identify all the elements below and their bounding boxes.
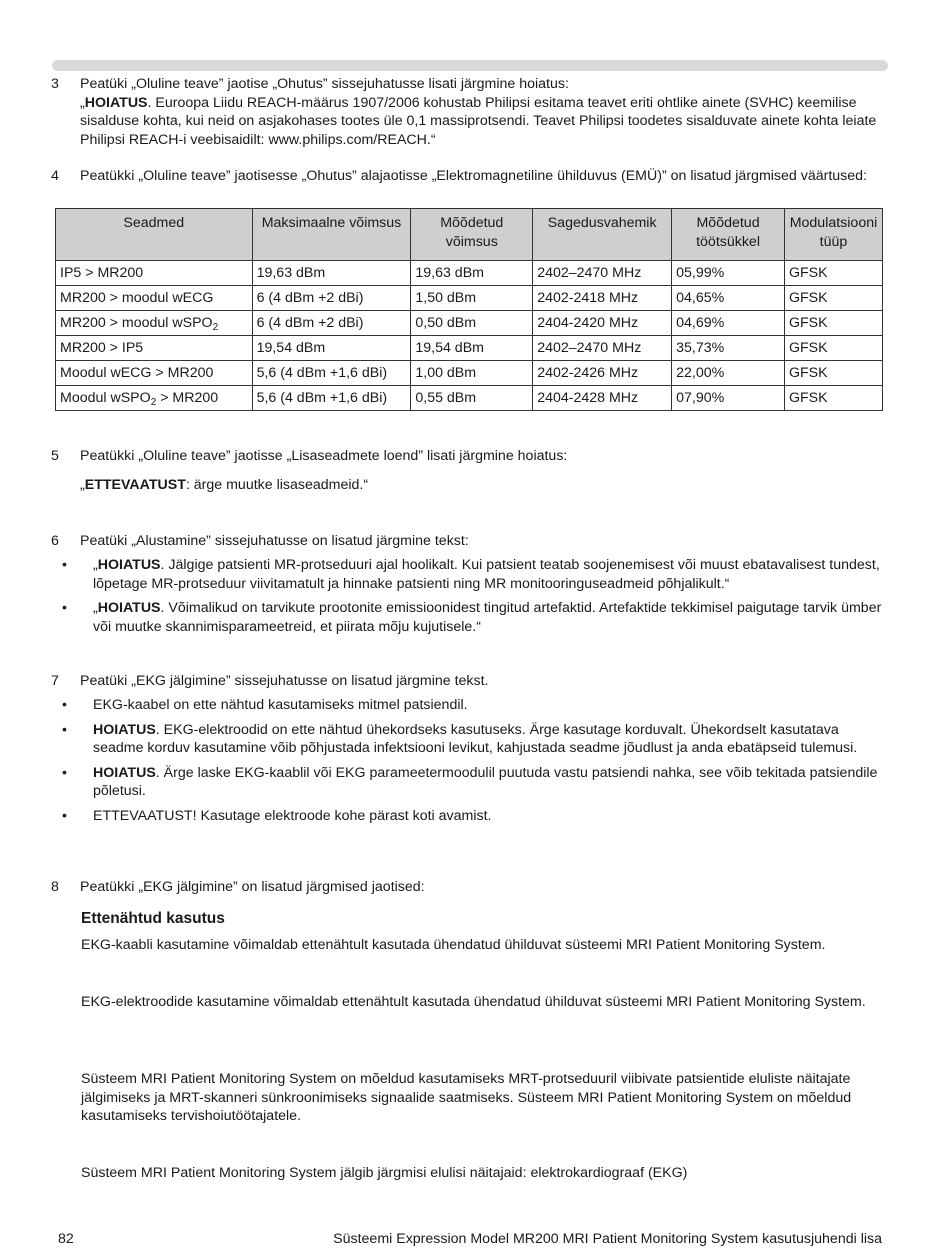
section-4 — [51, 167, 891, 186]
list-item-text: ETTEVAATUST! Kasutage elektroode kohe pärast koti avamist. — [93, 807, 492, 824]
quote-mark: „ — [93, 557, 98, 573]
warning-label: HOIATUS — [84, 94, 148, 111]
section-5-text: Peatükki „Oluline teave” jaotisse „Lisaseadmete loend” lisati järgmine hoiatus: — [80, 448, 568, 464]
table-cell: 2402-2418 MHz — [533, 286, 672, 311]
emc-table — [55, 208, 883, 411]
section-number: 5 — [51, 448, 59, 464]
table-cell: 19,54 dBm — [411, 336, 533, 361]
cell-text: MR200 > moodul wSPO — [60, 315, 213, 331]
section-number: 6 — [51, 533, 59, 549]
section-8 — [51, 878, 891, 897]
section-3 — [51, 75, 891, 149]
warning-text: . Võimalikud on tarvikute prootonite emissioonidest tingitud artefaktid. Artefaktide tekkimisel paigutage tarvik ümber või muutke skannimisparameetreid, et piirata mõju kujutisele.“ — [93, 600, 882, 635]
section-6-text: Peatüki „Alustamine” sissejuhatusse on lisatud järgmine tekst: — [80, 533, 469, 549]
table-cell: 04,65% — [672, 286, 785, 311]
paragraph: Süsteem MRI Patient Monitoring System jälgib järgmisi elulisi näitajaid: elektrokardiograaf (EKG) — [81, 1165, 688, 1181]
section-number: 7 — [51, 673, 59, 689]
subsection-heading: Ettenähtud kasutus — [81, 910, 225, 927]
list-item — [60, 807, 890, 826]
subscript: 2 — [150, 397, 157, 408]
paragraph: EKG-kaabli kasutamine võimaldab ettenähtult kasutada ühendatud ühilduvat süsteemi MRI Patient Monitoring System. — [81, 937, 826, 953]
table-cell: 2404-2428 MHz — [533, 386, 672, 411]
table-cell: 5,6 (4 dBm +1,6 dBi) — [252, 386, 411, 411]
table-cell: 05,99% — [672, 261, 785, 286]
warning-label: HOIATUS — [93, 764, 156, 781]
section-number: 4 — [51, 168, 59, 184]
quote-mark: „ — [80, 94, 85, 111]
table-cell — [56, 311, 253, 336]
table-cell: MR200 > IP5 — [56, 336, 253, 361]
table-header-cell: Mõõdetud võimsus — [411, 209, 533, 261]
bullet-mark: • — [62, 807, 67, 824]
list-item — [60, 721, 890, 758]
table-cell: IP5 > MR200 — [56, 261, 253, 286]
section-number: 8 — [51, 879, 59, 895]
table-cell: 22,00% — [672, 361, 785, 386]
warning-label: HOIATUS — [97, 557, 161, 573]
table-cell: 07,90% — [672, 386, 785, 411]
table-cell: 2404-2420 MHz — [533, 311, 672, 336]
warning-text: . EKG-elektroodid on ette nähtud ühekordseks kasutuseks. Ärge kasutage korduvalt. Ühekordselt kasutatava seadme korduv kasutamine võib põhjustada infektsiooni levikut, kahjustada seadme jõudlust ja anda ebatäpseid tulemusi. — [93, 721, 858, 756]
bullet-mark: • — [62, 697, 67, 713]
table-cell: 2402–2470 MHz — [533, 336, 672, 361]
table-cell: 1,50 dBm — [411, 286, 533, 311]
table-cell: GFSK — [784, 286, 882, 311]
cell-text: > MR200 — [156, 390, 219, 406]
section-6 — [51, 532, 891, 551]
table-cell: GFSK — [784, 311, 882, 336]
table-cell: GFSK — [784, 386, 882, 411]
list-item — [60, 556, 890, 593]
table-cell: 19,63 dBm — [252, 261, 411, 286]
table-cell: Moodul wECG > MR200 — [56, 361, 253, 386]
table-cell: 04,69% — [672, 311, 785, 336]
table-cell: 0,55 dBm — [411, 386, 533, 411]
table-row — [56, 361, 883, 386]
quote-mark: „ — [93, 600, 98, 616]
list-item-text: EKG-kaabel on ette nähtud kasutamiseks mitmel patsiendil. — [93, 697, 468, 713]
table-cell — [56, 386, 253, 411]
table-cell: 2402–2470 MHz — [533, 261, 672, 286]
warning-text: . Ärge laske EKG-kaablil või EKG parameetermoodulil puutuda vastu patsiendi nahka, see võib tekitada patsiendile põletusi. — [93, 764, 878, 799]
section-5 — [51, 447, 891, 494]
cell-text: Moodul wSPO — [60, 390, 151, 406]
section-3-intro: Peatüki „Oluline teave” jaotise „Ohutus” sissejuhatusse lisati järgmine hoiatus: — [80, 76, 569, 92]
section-7 — [51, 672, 891, 691]
warning-text: . Jälgige patsienti MR-protseduuri ajal hoolikalt. Kui patsient teatab soojenemisest või muust ebatavalisest tundest, lõpetage MR-protseduur viivitamatult ja hinnake patsienti ning MR monitooringuseadmeid põhjalikult.“ — [93, 557, 880, 592]
table-header-cell: Seadmed — [56, 209, 253, 261]
list-item — [60, 764, 890, 801]
bullet-mark: • — [62, 764, 67, 781]
top-divider-bar — [52, 60, 888, 71]
section-number: 3 — [51, 76, 59, 92]
quote-mark: „ — [80, 476, 85, 493]
table-cell: MR200 > moodul wECG — [56, 286, 253, 311]
table-header-cell: Modulatsiooni tüüp — [784, 209, 882, 261]
warning-label: HOIATUS — [97, 600, 161, 616]
caution-text: : ärge muutke lisaseadmeid.“ — [185, 476, 369, 493]
section-4-text: Peatükki „Oluline teave” jaotisesse „Ohutus” alajaotisse „Elektromagnetiline ühilduvus (EMÜ)” on lisatud järgmised väärtused: — [80, 168, 867, 184]
subscript: 2 — [212, 322, 219, 333]
list-item — [60, 599, 890, 636]
table-header-cell: Sagedusvahemik — [533, 209, 672, 261]
table-row — [56, 336, 883, 361]
section-3-warning — [80, 94, 891, 150]
table-header-cell: Mõõdetud töötsükkel — [672, 209, 785, 261]
paragraph: EKG-elektroodide kasutamine võimaldab ettenähtult kasutada ühendatud ühilduvat süsteemi MRI Patient Monitoring System. — [81, 994, 866, 1010]
bullet-mark: • — [62, 721, 67, 738]
table-cell: GFSK — [784, 361, 882, 386]
table-cell: 1,00 dBm — [411, 361, 533, 386]
section-7-text: Peatüki „EKG jälgimine” sissejuhatusse on lisatud järgmine tekst. — [80, 673, 489, 689]
table-cell: 2402-2426 MHz — [533, 361, 672, 386]
table-cell: 19,54 dBm — [252, 336, 411, 361]
section-8-text: Peatükki „EKG jälgimine” on lisatud järgmised jaotised: — [80, 879, 425, 895]
table-header-cell: Maksimaalne võimsus — [252, 209, 411, 261]
table-cell: 19,63 dBm — [411, 261, 533, 286]
table-row — [56, 286, 883, 311]
table-cell: 0,50 dBm — [411, 311, 533, 336]
table-cell: 5,6 (4 dBm +1,6 dBi) — [252, 361, 411, 386]
list-item — [60, 696, 890, 715]
caution-label: ETTEVAATUST — [84, 476, 186, 493]
section-7-bullets — [60, 696, 890, 831]
table-cell: 6 (4 dBm +2 dBi) — [252, 311, 411, 336]
table-row — [56, 386, 883, 411]
section-5-caution — [80, 476, 891, 495]
table-cell: 6 (4 dBm +2 dBi) — [252, 286, 411, 311]
table-row — [56, 261, 883, 286]
section-6-bullets — [60, 556, 890, 642]
table-header-row — [56, 209, 883, 261]
warning-text: . Euroopa Liidu REACH-määrus 1907/2006 kohustab Philipsi esitama teavet eriti ohtlike ainete (SVHC) keemilise sisalduse kohta, kui neid on asjakohases tootes üle 0,1 massiprotsendi. Teavet Philipsi toodetes sisalduvate ainete kohta leiate Philipsi REACH-i veebisaidilt: www.philips.com/REACH.“ — [80, 94, 877, 148]
bullet-mark: • — [62, 600, 67, 616]
footer-title: Süsteemi Expression Model MR200 MRI Patient Monitoring System kasutusjuhendi lisa — [333, 1231, 882, 1247]
table-row — [56, 311, 883, 336]
warning-label: HOIATUS — [93, 721, 156, 738]
table-cell: GFSK — [784, 261, 882, 286]
table-cell: 35,73% — [672, 336, 785, 361]
bullet-mark: • — [62, 557, 67, 573]
page-number: 82 — [58, 1231, 74, 1247]
paragraph: Süsteem MRI Patient Monitoring System on mõeldud kasutamiseks MRT-protseduuril viibivate patsientide eluliste näitajate jälgimiseks ja MRT-skanneri sünkroonimiseks signaalide saatmiseks. Süsteem MRI Patient Monitoring System on mõeldud kasutamiseks tervishoiutöötajatele. — [81, 1071, 852, 1124]
table-cell: GFSK — [784, 336, 882, 361]
